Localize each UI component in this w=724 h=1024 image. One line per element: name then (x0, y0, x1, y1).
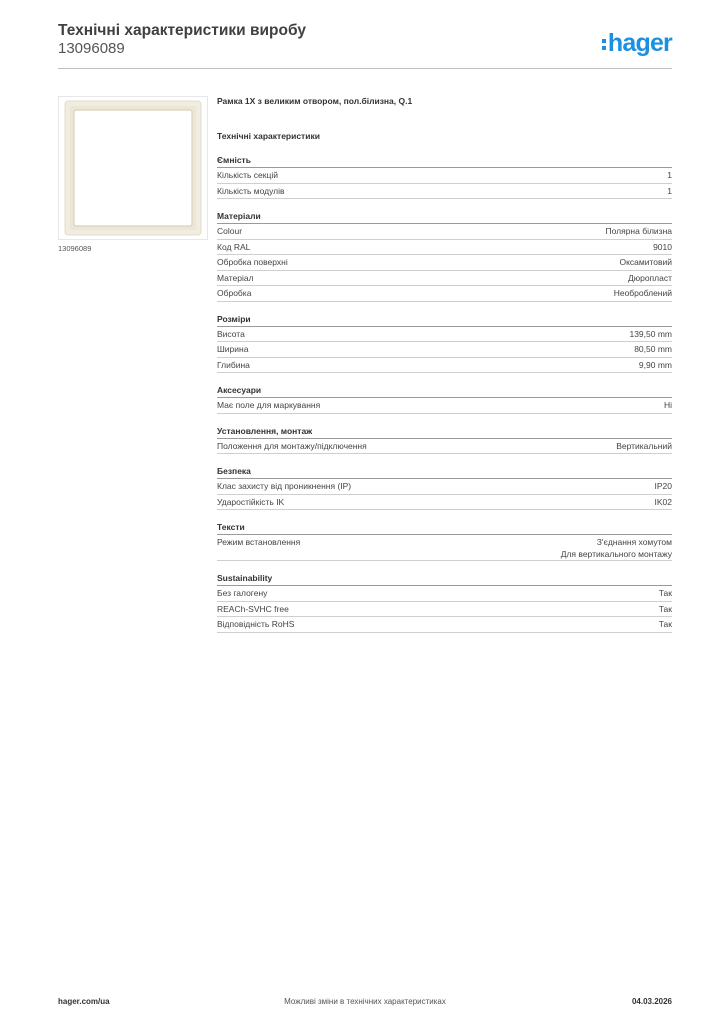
product-image (58, 96, 208, 240)
spec-title: Технічні характеристики (217, 131, 320, 141)
spec-row (217, 240, 672, 256)
spec-section (217, 465, 672, 510)
spec-value (634, 342, 672, 357)
spec-section (217, 521, 672, 561)
section-title: Установлення, монтаж (217, 425, 672, 439)
section-title: Аксесуари (217, 384, 672, 398)
spec-value (639, 358, 672, 373)
section-title: Тексти (217, 521, 672, 535)
spec-value (614, 286, 672, 301)
spec-label: Обробка поверхні (217, 257, 288, 267)
spec-value (629, 327, 672, 342)
spec-value-line: 9010 (653, 241, 672, 252)
spec-value (655, 495, 673, 510)
hager-logo (602, 29, 672, 57)
section-title: Sustainability (217, 572, 672, 586)
spec-value-line: 9,90 mm (638, 359, 672, 370)
spec-value-line: IK02 (654, 496, 672, 507)
spec-value (667, 168, 672, 183)
spec-value (605, 224, 672, 239)
spec-row (217, 617, 672, 633)
spec-value-line: Ні (663, 400, 672, 410)
spec-row (217, 168, 672, 184)
spec-value-line: Вертикальний (616, 440, 672, 451)
spec-row (217, 286, 672, 302)
spec-value-line: Дюропласт (627, 272, 672, 283)
spec-value (667, 184, 672, 199)
spec-label: Відповідність RoHS (217, 619, 295, 629)
footer-disclaimer: Можливі зміни в технічних характеристиках (284, 997, 446, 1006)
spec-row (217, 586, 672, 602)
section-title: Матеріали (217, 210, 672, 224)
spec-value-line: Так (658, 588, 672, 598)
spec-value (659, 586, 672, 601)
spec-value-line: Необроблений (613, 288, 672, 298)
spec-value (616, 439, 672, 454)
spec-value (561, 536, 672, 560)
logo-dots-icon (602, 39, 606, 50)
spec-label: Положення для монтажу/підключення (217, 440, 367, 451)
spec-value-line: Так (658, 619, 672, 629)
spec-section (217, 154, 672, 199)
spec-value (619, 255, 672, 270)
spec-label: Код RAL (217, 241, 251, 252)
spec-label: Кількість секцій (217, 170, 278, 180)
product-number: 13096089 (58, 40, 125, 57)
spec-row (217, 342, 672, 358)
spec-row (217, 439, 672, 455)
spec-section (217, 425, 672, 455)
image-caption: 13096089 (58, 244, 92, 253)
spec-value (628, 271, 672, 286)
spec-row (217, 358, 672, 374)
spec-label: Глибина (217, 359, 250, 370)
spec-row (217, 479, 672, 495)
spec-row (217, 495, 672, 511)
spec-label: Матеріал (217, 272, 254, 283)
spec-value (653, 240, 672, 255)
spec-label: REACh-SVHC free (217, 603, 289, 614)
spec-section (217, 384, 672, 414)
spec-value (659, 602, 672, 617)
spec-value-line: Для вертикального монтажу (560, 549, 672, 559)
spec-label: Colour (217, 226, 243, 236)
spec-value (664, 398, 672, 413)
spec-row (217, 184, 672, 200)
spec-value-line: 139,50 mm (629, 328, 672, 339)
spec-label: Без галогену (217, 588, 268, 598)
section-title: Розміри (217, 313, 672, 327)
spec-label: Клас захисту від проникнення (IP) (217, 481, 352, 491)
section-title: Безпека (217, 465, 672, 479)
spec-value (659, 617, 672, 632)
spec-section (217, 572, 672, 633)
spec-row (217, 271, 672, 287)
spec-row (217, 255, 672, 271)
spec-value-line: Так (658, 603, 672, 614)
spec-value-line: 1 (667, 170, 672, 180)
spec-label: Висота (217, 328, 245, 339)
spec-row (217, 327, 672, 343)
spec-row (217, 602, 672, 618)
footer-website: hager.com/ua (58, 997, 110, 1006)
spec-section (217, 210, 672, 302)
spec-value-line: 80,50 mm (634, 344, 672, 354)
spec-value-line: З'єднання хомутом (596, 537, 672, 547)
spec-label: Ширина (217, 344, 249, 354)
spec-row (217, 398, 672, 414)
spec-value-line: IP20 (654, 481, 672, 491)
footer-date: 04.03.2026 (631, 997, 672, 1006)
logo-text: hager (607, 29, 672, 57)
spec-row (217, 224, 672, 240)
spec-content (217, 96, 672, 633)
spec-label: Режим встановлення (217, 537, 301, 547)
spec-label: Має поле для маркування (217, 400, 321, 410)
page-header (58, 22, 672, 69)
spec-value-line: 1 (667, 185, 672, 196)
spec-sections (217, 154, 672, 633)
spec-label: Обробка (217, 288, 252, 298)
spec-section (217, 313, 672, 374)
spec-label: Ударостійкість IK (217, 496, 285, 507)
spec-value-line: Полярна білизна (605, 226, 672, 236)
spec-value-line: Оксамитовий (619, 257, 672, 267)
section-title: Ємність (217, 154, 672, 168)
frame-product-icon (59, 97, 207, 239)
product-name: Рамка 1X з великим отвором, пол.білизна, Q.1 (217, 96, 413, 106)
spec-label: Кількість модулів (217, 185, 285, 196)
document-title: Технічні характеристики виробу (58, 22, 306, 39)
spec-value (655, 479, 673, 494)
spec-row (217, 535, 672, 561)
